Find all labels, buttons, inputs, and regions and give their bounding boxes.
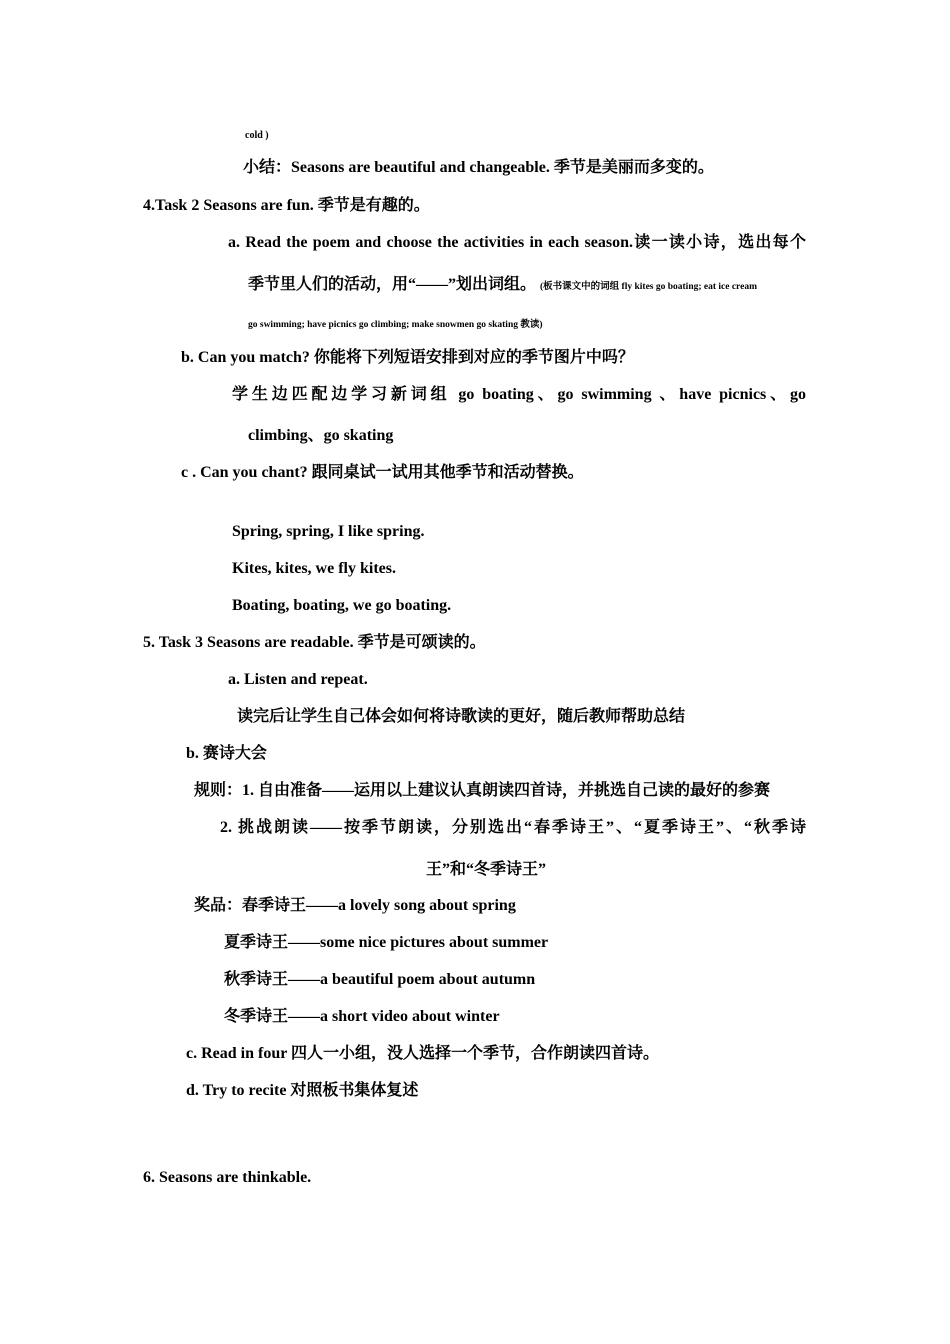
chant-line-1: Spring, spring, I like spring. (232, 523, 425, 540)
rule-1: 规则：1. 自由准备——运用以上建议认真朗读四首诗，并挑选自己读的最好的参赛 (194, 782, 771, 799)
chant-line-3: Boating, boating, we go boating. (232, 597, 452, 614)
task2-a-line2-note: (板书课文中的词组 fly kites go boating; eat ice cream (540, 282, 757, 292)
task2-b-line2: climbing、go skating (248, 427, 394, 444)
cold-fragment: cold ) (245, 130, 269, 141)
task2-c-heading: c . Can you chant? 跟同桌试一试用其他季节和活动替换。 (181, 464, 584, 481)
prize-summer: 夏季诗王——some nice pictures about summer (224, 934, 549, 951)
task3-heading: 5. Task 3 Seasons are readable. 季节是可颂读的。 (143, 634, 486, 651)
rule-2-line1: 2. 挑战朗读——按季节朗读，分别选出“春季诗王”、“夏季诗王”、“秋季诗 (220, 819, 806, 836)
prize-autumn: 秋季诗王——a beautiful poem about autumn (224, 971, 536, 988)
task3-d-line: d. Try to recite 对照板书集体复述 (186, 1082, 419, 1099)
task4-heading: 6. Seasons are thinkable. (143, 1169, 312, 1186)
task3-a-note: 读完后让学生自己体会如何将诗歌读的更好，随后教师帮助总结 (237, 708, 686, 725)
task3-a-heading: a. Listen and repeat. (228, 671, 368, 688)
task2-heading: 4.Task 2 Seasons are fun. 季节是有趣的。 (143, 197, 430, 214)
task2-a-line1: a. Read the poem and choose the activities in each season.读一读小诗，选出每个 (228, 234, 806, 251)
task2-b-heading: b. Can you match? 你能将下列短语安排到对应的季节图片中吗？ (181, 349, 634, 366)
prize-spring: 奖品：春季诗王——a lovely song about spring (194, 897, 516, 914)
task2-a-line3-note: go swimming; have picnics go climbing; make snowmen go skating 教读) (248, 320, 543, 330)
task2-a-line2 (248, 275, 757, 295)
chant-line-2: Kites, kites, we fly kites. (232, 560, 396, 577)
task2-a-line2-main: 季节里人们的活动，用“——”划出词组。 (248, 276, 537, 293)
rule-2-line2: 王”和“冬季诗王” (426, 861, 547, 878)
prize-winter: 冬季诗王——a short video about winter (224, 1008, 500, 1025)
task2-b-line1: 学生边匹配边学习新词组 go boating、go swimming 、have picnics、go (232, 386, 806, 403)
task3-b-heading: b. 赛诗大会 (186, 745, 267, 762)
summary-line: 小结：Seasons are beautiful and changeable. 季节是美丽而多变的。 (243, 159, 714, 176)
task3-c-line: c. Read in four 四人一小组，没人选择一个季节，合作朗读四首诗。 (186, 1045, 660, 1062)
